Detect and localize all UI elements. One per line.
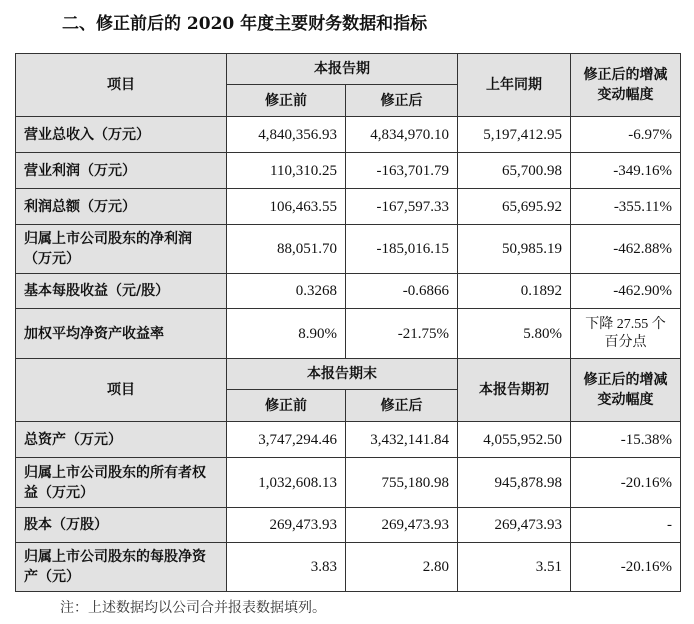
header-after-2: 修正后 <box>346 390 458 422</box>
cell-before: 0.3268 <box>227 274 346 309</box>
header-period-start: 本报告期初 <box>458 359 571 422</box>
table-row <box>16 309 681 359</box>
table-row <box>16 189 681 225</box>
row-label: 归属上市公司股东的所有者权益（万元） <box>16 458 227 508</box>
cell-change: -349.16% <box>571 153 681 189</box>
header-change-2: 修正后的增减变动幅度 <box>571 359 681 422</box>
header-after: 修正后 <box>346 85 458 117</box>
cell-prior: 269,473.93 <box>458 508 571 543</box>
cell-change: -462.90% <box>571 274 681 309</box>
header-prior: 上年同期 <box>458 54 571 117</box>
header-before: 修正前 <box>227 85 346 117</box>
table-row <box>16 422 681 458</box>
cell-before: 88,051.70 <box>227 225 346 274</box>
row-label: 营业利润（万元） <box>16 153 227 189</box>
cell-before: 4,840,356.93 <box>227 117 346 153</box>
cell-prior: 945,878.98 <box>458 458 571 508</box>
table-row <box>16 508 681 543</box>
cell-after: 269,473.93 <box>346 508 458 543</box>
cell-prior: 5.80% <box>458 309 571 359</box>
cell-before: 8.90% <box>227 309 346 359</box>
table-row <box>16 153 681 189</box>
table-row <box>16 274 681 309</box>
cell-change: -355.11% <box>571 189 681 225</box>
footnote: 注：上述数据均以公司合并报表数据填列。 <box>60 600 326 616</box>
cell-change: -15.38% <box>571 422 681 458</box>
cell-prior: 5,197,412.95 <box>458 117 571 153</box>
header-item: 项目 <box>16 54 227 117</box>
cell-change: - <box>571 508 681 543</box>
row-label: 总资产（万元） <box>16 422 227 458</box>
table-row <box>16 458 681 508</box>
row-label: 归属上市公司股东的净利润（万元） <box>16 225 227 274</box>
header-change: 修正后的增减变动幅度 <box>571 54 681 117</box>
cell-prior: 3.51 <box>458 543 571 592</box>
cell-after: 755,180.98 <box>346 458 458 508</box>
cell-after: -163,701.79 <box>346 153 458 189</box>
cell-after: -185,016.15 <box>346 225 458 274</box>
cell-before: 110,310.25 <box>227 153 346 189</box>
cell-change: -20.16% <box>571 458 681 508</box>
cell-after: 3,432,141.84 <box>346 422 458 458</box>
cell-change: -462.88% <box>571 225 681 274</box>
header-item-2: 项目 <box>16 359 227 422</box>
section-title: 二、修正前后的 2020 年度主要财务数据和指标 <box>62 14 428 34</box>
header-period-end: 本报告期末 <box>227 359 458 390</box>
cell-before: 106,463.55 <box>227 189 346 225</box>
cell-after: 4,834,970.10 <box>346 117 458 153</box>
row-label: 归属上市公司股东的每股净资产（元） <box>16 543 227 592</box>
cell-change: -20.16% <box>571 543 681 592</box>
table-row <box>16 543 681 592</box>
cell-prior: 65,700.98 <box>458 153 571 189</box>
row-label: 营业总收入（万元） <box>16 117 227 153</box>
cell-before: 1,032,608.13 <box>227 458 346 508</box>
cell-after: -0.6866 <box>346 274 458 309</box>
cell-prior: 50,985.19 <box>458 225 571 274</box>
header-period: 本报告期 <box>227 54 458 85</box>
header-before-2: 修正前 <box>227 390 346 422</box>
row-label: 加权平均净资产收益率 <box>16 309 227 359</box>
cell-prior: 65,695.92 <box>458 189 571 225</box>
financial-table <box>15 53 681 592</box>
cell-after: 2.80 <box>346 543 458 592</box>
cell-after: -167,597.33 <box>346 189 458 225</box>
row-label: 利润总额（万元） <box>16 189 227 225</box>
cell-change: 下降 27.55 个百分点 <box>571 309 681 359</box>
row-label: 基本每股收益（元/股） <box>16 274 227 309</box>
table-row <box>16 225 681 274</box>
cell-prior: 4,055,952.50 <box>458 422 571 458</box>
table-row <box>16 117 681 153</box>
cell-before: 269,473.93 <box>227 508 346 543</box>
row-label: 股本（万股） <box>16 508 227 543</box>
cell-before: 3,747,294.46 <box>227 422 346 458</box>
cell-change: -6.97% <box>571 117 681 153</box>
cell-before: 3.83 <box>227 543 346 592</box>
cell-prior: 0.1892 <box>458 274 571 309</box>
cell-after: -21.75% <box>346 309 458 359</box>
